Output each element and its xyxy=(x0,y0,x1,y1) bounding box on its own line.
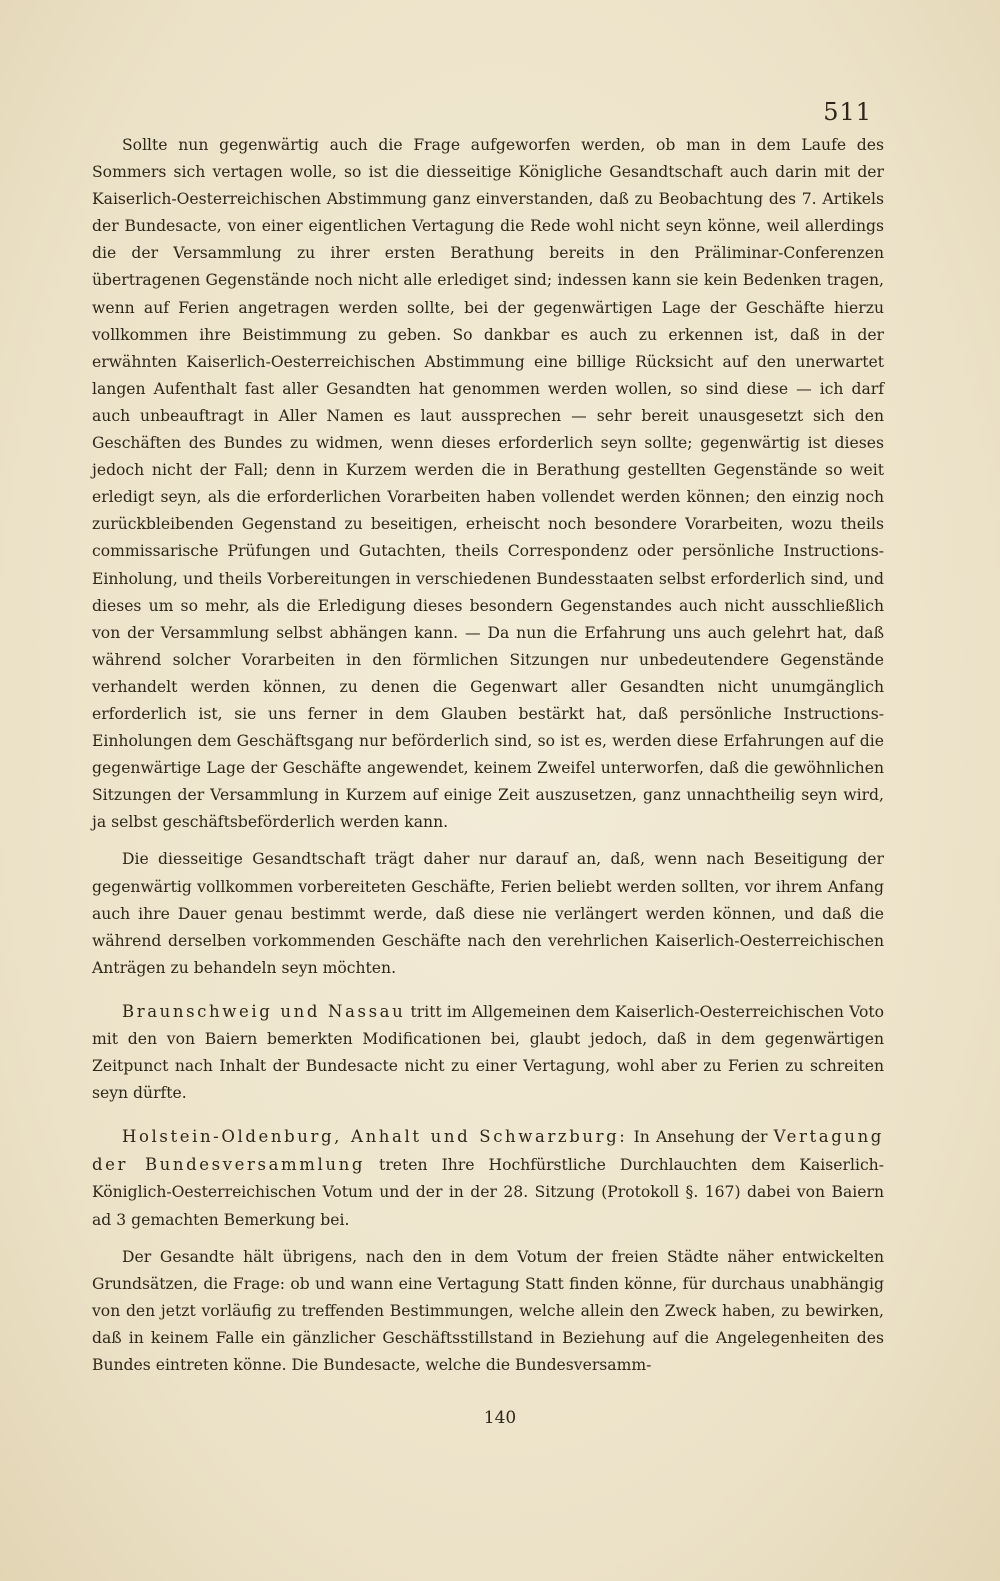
paragraph-4-spaced-phrase: Vertagung der Bundesversammlung xyxy=(92,1127,884,1175)
paragraph-3-text: tritt im Allgemeinen dem Kaiserlich-Oesterreichischen Voto mit den von Baiern bemerkten Modificationen bei, glaubt jedoch, daß in dem gegenwärtigen Zeitpunct nach Inhalt der Bundesacte nicht zu einer Vertagung, wohl aber zu Ferien zu schreiten seyn dürfte. xyxy=(92,1002,884,1103)
page-body xyxy=(92,132,884,1379)
paragraph-4-speakers: Holstein-Oldenburg, Anhalt und Schwarzburg: xyxy=(122,1127,628,1147)
paragraph-3 xyxy=(92,998,884,1107)
page-number: 511 xyxy=(823,98,872,126)
paragraph-4 xyxy=(92,1123,884,1233)
paragraph-1: Sollte nun gegenwärtig auch die Frage aufgeworfen werden, ob man in dem Laufe des Sommers sich vertagen wolle, so ist die diesseitige Königliche Gesandtschaft auch darin mit der Kaiserlich-Oesterreichischen Abstimmung ganz einverstanden, daß zu Beobachtung des 7. Artikels der Bundesacte, von einer eigentlichen Vertagung die Rede wohl nicht seyn könne, weil allerdings die der Versammlung zu ihrer ersten Berathung bereits in den Präliminar-Conferenzen übertragenen Gegenstände noch nicht alle erlediget sind; indessen kann sie kein Bedenken tragen, wenn auf Ferien angetragen werden sollte, bei der gegenwärtigen Lage der Geschäfte hierzu vollkommen ihre Beistimmung zu geben. So dankbar es auch zu erkennen ist, daß in der erwähnten Kaiserlich-Oesterreichischen Abstimmung eine billige Rücksicht auf den unerwartet langen Aufenthalt fast aller Gesandten hat genommen werden wollen, so sind diese — ich darf auch unbeauftragt in Aller Namen es laut aussprechen — sehr bereit unausgesetzt sich den Geschäften des Bundes zu widmen, wenn dieses erforderlich seyn sollte; gegenwärtig ist dieses jedoch nicht der Fall; denn in Kurzem werden die in Berathung gestellten Gegenstände so weit erledigt seyn, als die erforderlichen Vorarbeiten haben vollendet werden können; den einzig noch zurückbleibenden Gegenstand zu beseitigen, erheischt noch besondere Vorarbeiten, wozu theils commissarische Prüfungen und Gutachten, theils Correspondenz oder persönliche Instructions-Einholung, und theils Vorbereitungen in verschiedenen Bundesstaaten selbst erforderlich sind, und dieses um so mehr, als die Erledigung dieses besondern Gegenstandes auch nicht ausschließlich von der Versammlung selbst abhängen kann. — Da nun die Erfahrung uns auch gelehrt hat, daß während solcher Vorarbeiten in den förmlichen Sitzungen nur unbedeutendere Gegenstände verhandelt werden können, zu denen die Gegenwart aller Gesandten nicht unumgänglich erforderlich ist, sie uns ferner in dem Glauben bestärkt hat, daß persönliche Instructions-Einholungen dem Geschäftsgang nur beförderlich sind, so ist es, werden diese Erfahrungen auf die gegenwärtige Lage der Geschäfte angewendet, keinem Zweifel unterworfen, daß die gewöhnlichen Sitzungen der Versammlung in Kurzem auf einige Zeit auszusetzen, ganz unnachtheilig seyn wird, ja selbst geschäftsbeförderlich werden kann. xyxy=(92,136,884,832)
signature-mark: 140 xyxy=(483,1408,517,1428)
paragraph-5: Der Gesandte hält übrigens, nach den in dem Votum der freien Städte näher entwickelten Grundsätzen, die Frage: ob und wann eine Vertagung Statt finden könne, für durchaus unabhängig von den jetzt vorläufig zu treffenden Bestimmungen, welche allein den Zweck haben, zu bewirken, daß in keinem Falle ein gänzlicher Geschäftsstillstand in Beziehung auf die Angelegenheiten des Bundes eintreten könne. Die Bundesacte, welche die Bundesversamm- xyxy=(92,1247,884,1375)
paragraph-2: Die diesseitige Gesandtschaft trägt daher nur darauf an, daß, wenn nach Beseitigung der gegenwärtig vollkommen vorbereiteten Geschäfte, Ferien beliebt werden sollten, vor ihrem Anfang auch ihre Dauer genau bestimmt werde, daß diese nie verlängert werden können, und daß die während derselben vorkommenden Geschäfte nach den verehrlichen Kaiserlich-Oesterreichischen Anträgen zu behandeln seyn möchten. xyxy=(92,850,884,977)
paragraph-4-text-b: treten Ihre Hochfürstliche Durchlauchten dem Kaiserlich-Königlich-Oesterreichischen Votum und der in der 28. Sitzung (Protokoll §. 167) dabei von Baiern ad 3 gemachten Bemerkung bei. xyxy=(92,1156,884,1229)
paragraph-3-speakers: Braunschweig und Nassau xyxy=(122,1001,406,1021)
paragraph-4-text-a: In Ansehung der xyxy=(633,1128,768,1147)
